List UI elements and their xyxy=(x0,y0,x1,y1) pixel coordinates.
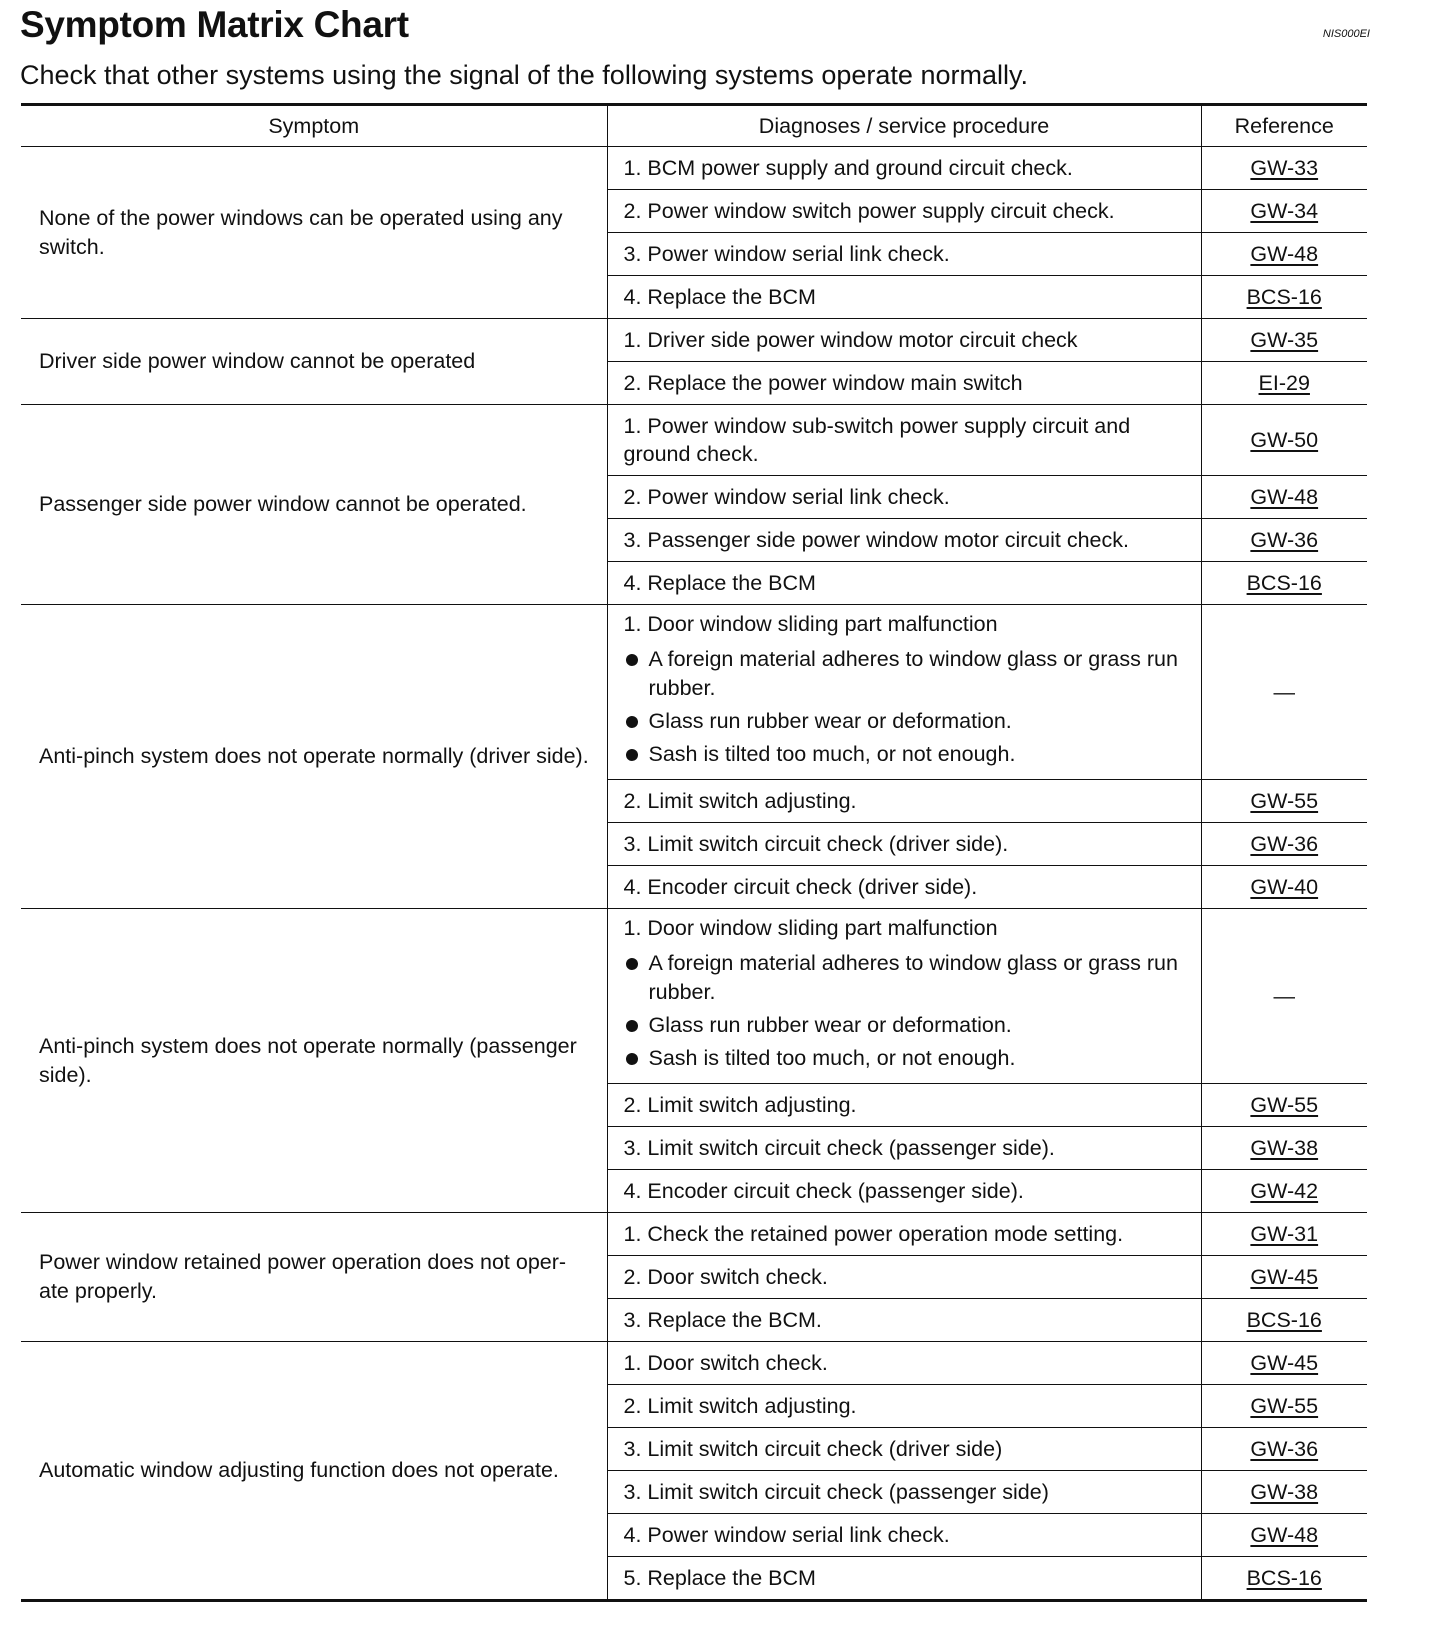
procedure-cell: 2. Power window serial link check. xyxy=(607,476,1201,519)
table-body xyxy=(21,147,1367,1601)
reference-link[interactable]: GW-38 xyxy=(1250,1135,1319,1160)
reference-link[interactable]: GW-34 xyxy=(1250,198,1319,223)
procedure-cell: 4. Replace the BCM xyxy=(607,562,1201,605)
procedure-cell: 4. Replace the BCM xyxy=(607,276,1201,319)
symptom-cell: Driver side power window cannot be operated xyxy=(21,319,607,405)
condition-item xyxy=(624,645,1193,703)
reference-link[interactable]: GW-42 xyxy=(1250,1178,1319,1203)
reference-none: — xyxy=(1273,679,1295,704)
symptom-matrix-table xyxy=(21,103,1367,1602)
reference-cell xyxy=(1201,605,1367,780)
procedure-cell xyxy=(607,909,1201,1084)
symptom-cell: Power window retained power operation does not oper- ate properly. xyxy=(21,1213,607,1342)
reference-link[interactable]: GW-55 xyxy=(1250,1092,1319,1117)
reference-link[interactable]: GW-36 xyxy=(1250,831,1319,856)
reference-none: — xyxy=(1273,983,1295,1008)
reference-link[interactable]: GW-50 xyxy=(1250,427,1319,452)
reference-cell xyxy=(1201,276,1367,319)
reference-link[interactable]: GW-45 xyxy=(1250,1350,1319,1375)
procedure-cell: 2. Door switch check. xyxy=(607,1256,1201,1299)
procedure-cell: 2. Limit switch adjusting. xyxy=(607,780,1201,823)
procedure-cell: 3. Limit switch circuit check (driver side). xyxy=(607,823,1201,866)
procedure-cell: 3. Limit switch circuit check (passenger side) xyxy=(607,1471,1201,1514)
table-row xyxy=(21,1342,1367,1385)
table-row xyxy=(21,1213,1367,1256)
condition-item xyxy=(624,1011,1193,1040)
procedure-cell: 3. Limit switch circuit check (driver side) xyxy=(607,1428,1201,1471)
procedure-cell: 1. BCM power supply and ground circuit check. xyxy=(607,147,1201,190)
reference-cell xyxy=(1201,780,1367,823)
reference-cell xyxy=(1201,909,1367,1084)
procedure-cell: 2. Power window switch power supply circuit check. xyxy=(607,190,1201,233)
procedure-cell: 3. Power window serial link check. xyxy=(607,233,1201,276)
header-symptom: Symptom xyxy=(21,105,607,147)
reference-link[interactable]: GW-45 xyxy=(1250,1264,1319,1289)
reference-cell xyxy=(1201,1213,1367,1256)
procedure-cell: 3. Passenger side power window motor circuit check. xyxy=(607,519,1201,562)
header-row xyxy=(21,105,1367,147)
procedure-cell: 3. Replace the BCM. xyxy=(607,1299,1201,1342)
bullet-icon xyxy=(626,749,638,761)
header-procedure: Diagnoses / service procedure xyxy=(607,105,1201,147)
reference-cell xyxy=(1201,1514,1367,1557)
reference-link[interactable]: EI-29 xyxy=(1258,370,1310,395)
bullet-icon xyxy=(626,1020,638,1032)
condition-list xyxy=(624,909,1193,1083)
condition-text: A foreign material adheres to window glass or grass run rubber. xyxy=(648,951,1178,1004)
header-reference: Reference xyxy=(1201,105,1367,147)
reference-cell xyxy=(1201,1127,1367,1170)
bullet-icon xyxy=(626,1053,638,1065)
reference-link[interactable]: GW-38 xyxy=(1250,1479,1319,1504)
reference-cell xyxy=(1201,562,1367,605)
reference-link[interactable]: GW-31 xyxy=(1250,1221,1319,1246)
condition-text: Sash is tilted too much, or not enough. xyxy=(648,1046,1016,1070)
procedure-cell: 2. Limit switch adjusting. xyxy=(607,1084,1201,1127)
reference-cell xyxy=(1201,405,1367,476)
reference-cell xyxy=(1201,476,1367,519)
reference-cell xyxy=(1201,1385,1367,1428)
intro-text: Check that other systems using the signal of the following systems operate normally. xyxy=(20,60,1028,90)
condition-text: Glass run rubber wear or deformation. xyxy=(648,709,1012,733)
reference-link[interactable]: GW-48 xyxy=(1250,484,1319,509)
reference-link[interactable]: BCS-16 xyxy=(1246,284,1322,309)
reference-cell xyxy=(1201,1428,1367,1471)
reference-cell xyxy=(1201,147,1367,190)
reference-link[interactable]: GW-55 xyxy=(1250,788,1319,813)
condition-item xyxy=(624,1044,1193,1073)
procedure-cell: 4. Power window serial link check. xyxy=(607,1514,1201,1557)
procedure-cell: 1. Power window sub-switch power supply circuit and ground check. xyxy=(607,405,1201,476)
procedure-cell: 2. Limit switch adjusting. xyxy=(607,1385,1201,1428)
reference-link[interactable]: BCS-16 xyxy=(1246,570,1322,595)
procedure-cell: 4. Encoder circuit check (driver side). xyxy=(607,866,1201,909)
procedure-cell: 1. Check the retained power operation mode setting. xyxy=(607,1213,1201,1256)
reference-cell xyxy=(1201,319,1367,362)
condition-text: Glass run rubber wear or deformation. xyxy=(648,1013,1012,1037)
reference-cell xyxy=(1201,1084,1367,1127)
reference-cell xyxy=(1201,1299,1367,1342)
procedure-cell: 1. Driver side power window motor circuit check xyxy=(607,319,1201,362)
bullet-icon xyxy=(626,654,638,666)
procedure-cell: 2. Replace the power window main switch xyxy=(607,362,1201,405)
reference-link[interactable]: BCS-16 xyxy=(1246,1565,1322,1590)
condition-text: Sash is tilted too much, or not enough. xyxy=(648,742,1016,766)
reference-cell xyxy=(1201,1170,1367,1213)
reference-cell xyxy=(1201,190,1367,233)
condition-item xyxy=(624,949,1193,1007)
reference-link[interactable]: GW-36 xyxy=(1250,1436,1319,1461)
reference-cell xyxy=(1201,519,1367,562)
reference-link[interactable]: GW-35 xyxy=(1250,327,1319,352)
condition-list xyxy=(624,605,1193,779)
symptom-cell: Anti-pinch system does not operate normally (passenger side). xyxy=(21,909,607,1213)
symptom-cell: Passenger side power window cannot be operated. xyxy=(21,405,607,605)
reference-cell xyxy=(1201,362,1367,405)
reference-link[interactable]: GW-40 xyxy=(1250,874,1319,899)
symptom-cell: Automatic window adjusting function does not operate. xyxy=(21,1342,607,1601)
condition-item xyxy=(624,740,1193,769)
reference-link[interactable]: BCS-16 xyxy=(1246,1307,1322,1332)
table-row xyxy=(21,319,1367,362)
symptom-cell: Anti-pinch system does not operate normally (driver side). xyxy=(21,605,607,909)
procedure-text: 1. Door window sliding part malfunction xyxy=(623,916,998,940)
condition-item xyxy=(624,707,1193,736)
bullet-icon xyxy=(626,716,638,728)
procedure-cell: 3. Limit switch circuit check (passenger side). xyxy=(607,1127,1201,1170)
procedure-cell: 4. Encoder circuit check (passenger side). xyxy=(607,1170,1201,1213)
reference-link[interactable]: GW-48 xyxy=(1250,1522,1319,1547)
symptom-cell: None of the power windows can be operated using any switch. xyxy=(21,147,607,319)
reference-link[interactable]: GW-33 xyxy=(1250,155,1319,180)
page-title: Symptom Matrix Chart xyxy=(20,4,409,45)
bullet-icon xyxy=(626,958,638,970)
condition-text: A foreign material adheres to window glass or grass run rubber. xyxy=(648,647,1178,700)
procedure-cell: 5. Replace the BCM xyxy=(607,1557,1201,1601)
reference-link[interactable]: GW-36 xyxy=(1250,527,1319,552)
table-row xyxy=(21,405,1367,476)
document-code: NIS000EI xyxy=(1322,28,1370,40)
reference-link[interactable]: GW-55 xyxy=(1250,1393,1319,1418)
procedure-cell: 1. Door switch check. xyxy=(607,1342,1201,1385)
reference-cell xyxy=(1201,1342,1367,1385)
reference-cell xyxy=(1201,823,1367,866)
reference-cell xyxy=(1201,1557,1367,1601)
reference-cell xyxy=(1201,866,1367,909)
procedure-text: 1. Door window sliding part malfunction xyxy=(623,612,998,636)
table-row xyxy=(21,605,1367,780)
table-row xyxy=(21,909,1367,1084)
reference-cell xyxy=(1201,233,1367,276)
reference-cell xyxy=(1201,1471,1367,1514)
reference-link[interactable]: GW-48 xyxy=(1250,241,1319,266)
procedure-cell xyxy=(607,605,1201,780)
table-row xyxy=(21,147,1367,190)
reference-cell xyxy=(1201,1256,1367,1299)
